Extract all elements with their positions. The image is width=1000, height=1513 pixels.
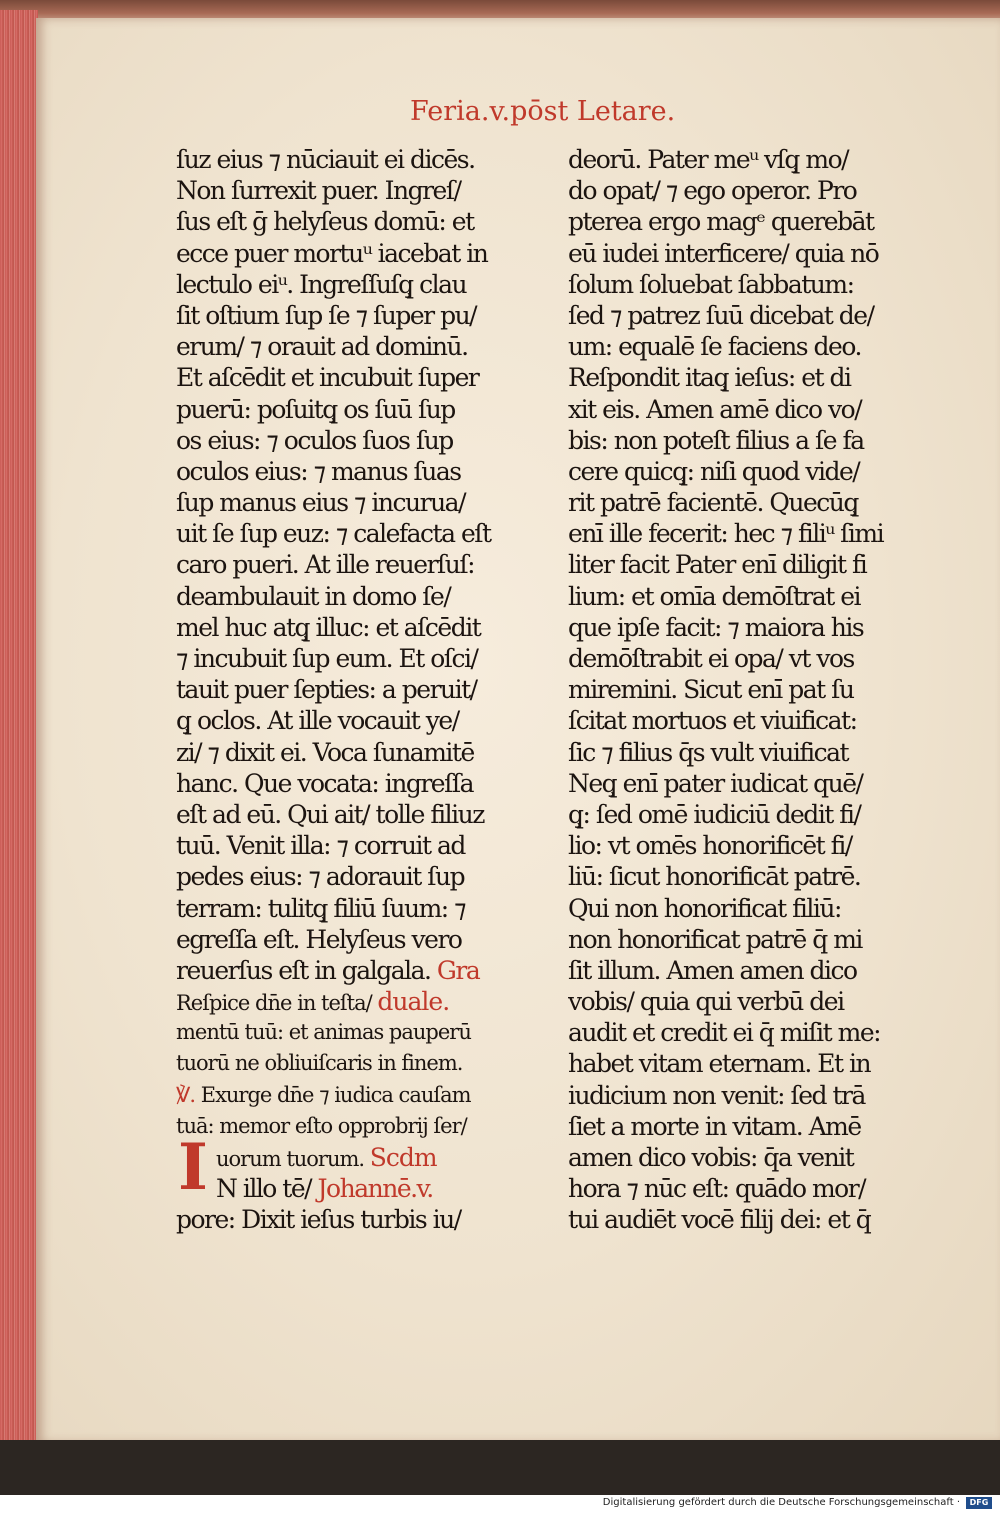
- text-line: liū: ſicut honorificāt patrē.: [568, 862, 861, 892]
- text-line: ⁊ incubuit ſup eum. Et oſci/: [176, 644, 478, 673]
- text-line: tuū. Venit illa: ⁊ corruit ad: [176, 831, 465, 861]
- text-line: ſuz eius ⁊ nūciauit ei dicēs.: [176, 145, 475, 174]
- text-line: iudicium non venit: ſed trā: [568, 1080, 865, 1110]
- text-line: Qui non honorificat filiū:: [568, 893, 841, 923]
- text-line: tuorū ne obliuiſcaris in finem.: [176, 1051, 463, 1076]
- running-title: Feria.v.pōst Letare.: [410, 96, 676, 127]
- text-line: ſolum ſoluebat ſabbatum:: [568, 269, 854, 299]
- text-line: ſit oſtium ſup ſe ⁊ ſuper pu/: [176, 300, 477, 330]
- text-line: liter facit Pater enī diligit fi: [568, 550, 867, 580]
- text-line: deorū. Pater meᵘ vſq̧ mo/: [568, 145, 849, 174]
- text-line: os eius: ⁊ oculos ſuos ſup: [176, 425, 453, 455]
- red-initial-letter: I: [178, 1130, 208, 1205]
- text-line: zi/ ⁊ dixit ei. Voca ſunamitē: [176, 737, 474, 767]
- text-line: puerū: poſuitq̧ os ſuū ſup: [176, 394, 455, 424]
- text-line: ſit illum. Amen amen dico: [568, 955, 857, 985]
- text-fragment: uorum tuorum.: [216, 1147, 365, 1171]
- text-line: do opat/ ⁊ ego operor. Pro: [568, 176, 857, 206]
- text-fragment: Exurge dn̄e ⁊ iudica cauſam: [200, 1082, 471, 1107]
- gospel-rubric: Scdm: [369, 1143, 437, 1172]
- text-line: xit eis. Amen amē dico vo/: [568, 394, 862, 424]
- text-line: miremini. Sicut enī pat ſu: [568, 675, 854, 705]
- text-line: audit et credit ei q̄ miſit me:: [568, 1018, 881, 1048]
- text-line-respice: [176, 986, 516, 1017]
- right-text-column: [568, 144, 908, 1236]
- dfg-logo: DFG: [966, 1497, 992, 1509]
- text-line: lium: et omīa demōſtrat ei: [568, 581, 861, 611]
- gradual-rubric: Gra: [436, 955, 480, 985]
- text-line: rit patrē facientē. Quecūq̧: [568, 488, 858, 518]
- text-line-versicle: [176, 1080, 516, 1111]
- text-line: Reſpondit itaq̧ ieſus: et di: [568, 363, 851, 393]
- text-line: eū iudei interficere/ quia nō: [568, 238, 879, 268]
- text-line: deambulauit in domo ſe/: [176, 581, 451, 611]
- text-line: ſiet a morte in vitam. Amē: [568, 1111, 861, 1141]
- text-line: uit ſe ſup euz: ⁊ calefacta eſt: [176, 519, 491, 549]
- text-line: erum/ ⁊ orauit ad dominū.: [176, 332, 468, 362]
- text-line: bis: non poteſt filius a ſe fa: [568, 425, 864, 455]
- text-line: pedes eius: ⁊ adorauit ſup: [176, 862, 465, 892]
- text-line: eſt ad eū. Qui ait/ tolle filiuz: [176, 799, 484, 829]
- text-line: ecce puer mortuᵘ iacebat in: [176, 238, 488, 268]
- text-fragment: Reſpice dn̄e in teſta/: [176, 991, 372, 1016]
- text-line: pore: Dixit ieſus turbis iu/: [176, 1205, 461, 1235]
- text-line: Neq̧ enī pater iudicat quē/: [568, 768, 863, 798]
- text-line: tuā: memor eſto opprobrij ſer/: [176, 1113, 467, 1138]
- red-page-edges: [0, 10, 38, 1440]
- text-line: amen dico vobis: q̄a venit: [568, 1143, 854, 1172]
- text-line: habet vitam eternam. Et in: [568, 1049, 871, 1079]
- text-line: ſcitat mortuos et viuificat:: [568, 706, 857, 736]
- gospel-name-rubric: Johannē.v.: [317, 1174, 433, 1204]
- text-line: demōſtrabit ei opa/ vt vos: [568, 644, 854, 673]
- text-line: vobis/ quia qui verbū dei: [568, 987, 844, 1017]
- text-fragment: N illo tē/: [216, 1174, 312, 1204]
- text-line: oculos eius: ⁊ manus ſuas: [176, 456, 461, 486]
- funding-credit: Digitalisierung gefördert durch die Deutsche Forschungsgemeinschaft ·: [602, 1497, 960, 1508]
- left-text-column: [176, 144, 516, 1236]
- text-line: mentū tuū: et animas pauperū: [176, 1020, 471, 1045]
- text-line: tui audiēt vocē filij dei: et q̄: [568, 1205, 871, 1235]
- text-line: que ipſe facit: ⁊ maiora his: [568, 612, 864, 642]
- text-line: pterea ergo magᵉ querebāt: [568, 207, 874, 237]
- text-line: tauit puer ſepties: a peruit/: [176, 675, 477, 705]
- text-line: um: equalē ſe faciens deo.: [568, 332, 861, 362]
- text-line: hora ⁊ nūc eſt: quādo mor/: [568, 1174, 866, 1204]
- gradual-rubric-cont: duale.: [377, 987, 450, 1017]
- text-line: q̧: ſed omē iudiciū dedit fi/: [568, 799, 861, 829]
- text-fragment: reuerſus eſt in galgala.: [176, 955, 431, 985]
- text-line-gradual-start: [176, 955, 516, 986]
- text-line: lio: vt omēs honorificēt fi/: [568, 831, 852, 861]
- text-line: enī ille fecerit: hec ⁊ filiᵘ ſimi: [568, 519, 884, 549]
- text-line: hanc. Que vocata: ingreſſa: [176, 768, 473, 798]
- text-line: ſus eſt ḡ helyſeus domū: et: [176, 207, 474, 237]
- text-line: Et aſcēdit et incubuit ſuper: [176, 363, 479, 393]
- text-line: q̧ oclos. At ille vocauit ye/: [176, 706, 459, 736]
- text-line: mel huc atq̧ illuc: et aſcēdit: [176, 612, 481, 642]
- text-line: ſup manus eius ⁊ incurua/: [176, 488, 466, 518]
- text-line: non honorificat patrē q̄ mi: [568, 924, 862, 954]
- versicle-mark: ℣.: [176, 1082, 196, 1107]
- text-line: terram: tulitq̧ filiū ſuum: ⁊: [176, 893, 466, 923]
- text-line: caro pueri. At ille reuerſuſ:: [176, 550, 475, 580]
- text-line: ſic ⁊ filius q̄s vult viuificat: [568, 737, 849, 767]
- text-line: cere quicq̧: niſi quod vide/: [568, 456, 860, 486]
- text-line: Non ſurrexit puer. Ingreſ/: [176, 176, 461, 206]
- text-line: ſed ⁊ patrez ſuū dicebat de/: [568, 300, 874, 330]
- text-line: lectulo eiᵘ. Ingreſſuſq̧ clau: [176, 269, 467, 299]
- text-line: egreſſa eſt. Helyſeus vero: [176, 924, 462, 954]
- scan-background: [0, 1440, 1000, 1495]
